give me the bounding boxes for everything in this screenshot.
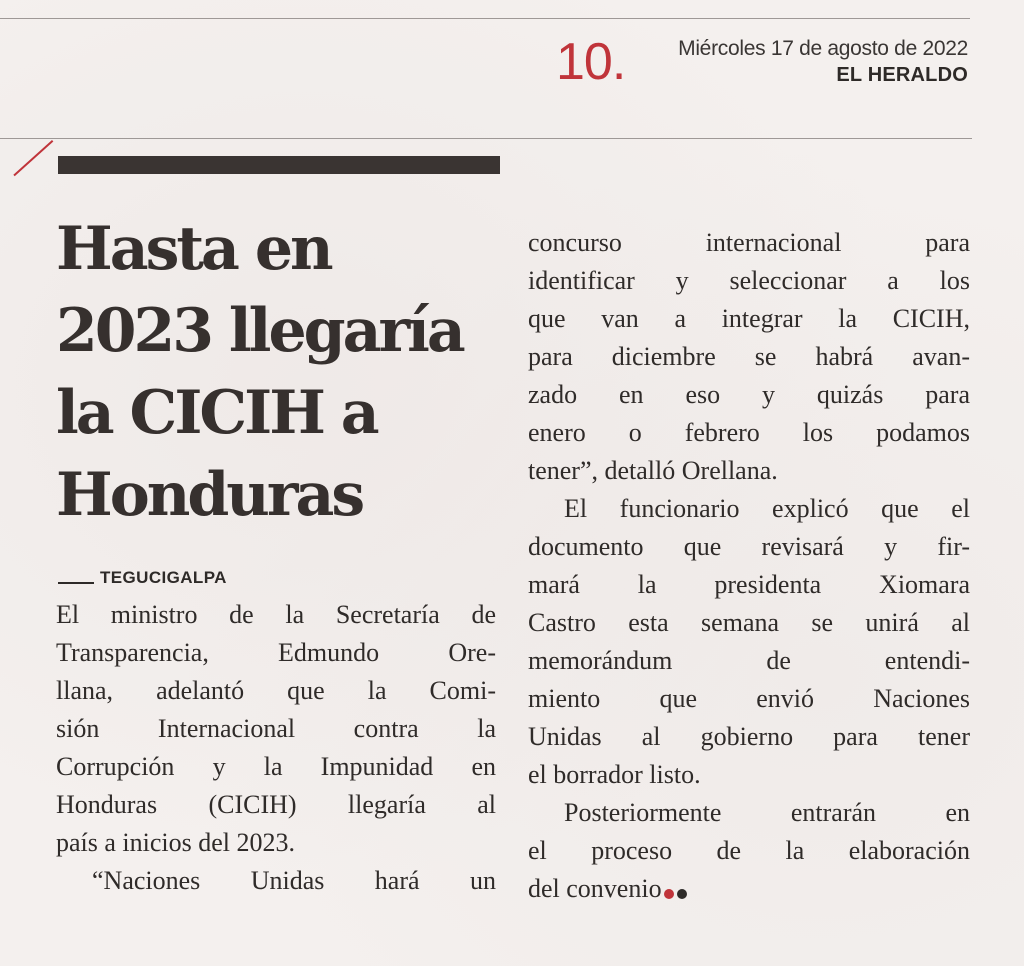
- headline-line: la CICIH a: [56, 378, 377, 448]
- body-line: Transparencia, Edmundo Ore-: [56, 638, 496, 667]
- issue-date: Miércoles 17 de agosto de 2022: [678, 37, 968, 60]
- article-headline: [56, 208, 516, 536]
- body-line: “Naciones Unidas hará un: [92, 866, 496, 895]
- body-line: país a inicios del 2023.: [56, 828, 296, 857]
- header-bottom-rule: [0, 138, 972, 139]
- newspaper-name: EL HERALDO: [836, 64, 968, 86]
- body-line: Unidas al gobierno para tener: [528, 722, 970, 751]
- body-line: identificar y seleccionar a los: [528, 266, 970, 295]
- body-line: enero o febrero los podamos: [528, 418, 970, 447]
- final-line-text: del convenio: [528, 874, 662, 903]
- body-line: el borrador listo.: [528, 760, 701, 789]
- body-line: mará la presidenta Xiomara: [528, 570, 970, 599]
- end-dot-dark: [677, 889, 687, 899]
- article-dateline: [58, 568, 227, 588]
- section-accent-mark: [13, 140, 53, 176]
- headline-line: Honduras: [56, 460, 363, 530]
- body-line: Honduras (CICIH) llegaría al: [56, 790, 496, 819]
- body-line: miento que envió Naciones: [528, 684, 970, 713]
- end-dot-red: [664, 889, 674, 899]
- body-line: llana, adelantó que la Comi-: [56, 676, 496, 705]
- body-line: tener”, detalló Orellana.: [528, 456, 778, 485]
- dateline-city: TEGUCIGALPA: [100, 568, 227, 587]
- section-bar: [58, 156, 500, 174]
- page-number: 10.: [556, 33, 626, 91]
- end-of-article-icon: [664, 872, 690, 910]
- top-rule: [0, 18, 970, 19]
- body-line: El funcionario explicó que el: [564, 494, 970, 523]
- headline-line: 2023 llegaría: [56, 296, 463, 366]
- article-column-2: [528, 224, 970, 908]
- body-line: concurso internacional para: [528, 228, 970, 257]
- body-line: zado en eso y quizás para: [528, 380, 970, 409]
- body-line: El ministro de la Secretaría de: [56, 600, 496, 629]
- body-line-final: [528, 870, 970, 908]
- body-line: Corrupción y la Impunidad en: [56, 752, 496, 781]
- body-line: Castro esta semana se unirá al: [528, 608, 970, 637]
- body-line: sión Internacional contra la: [56, 714, 496, 743]
- body-line: Posteriormente entrarán en: [564, 798, 970, 827]
- body-line: documento que revisará y fir-: [528, 532, 970, 561]
- dateline-dash: [58, 582, 94, 584]
- headline-line: Hasta en: [56, 214, 331, 284]
- body-line: memorándum de entendi-: [528, 646, 970, 675]
- body-line: que van a integrar la CICIH,: [528, 304, 970, 333]
- body-line: para diciembre se habrá avan-: [528, 342, 970, 371]
- body-line: el proceso de la elaboración: [528, 836, 970, 865]
- article-column-1: [56, 596, 496, 900]
